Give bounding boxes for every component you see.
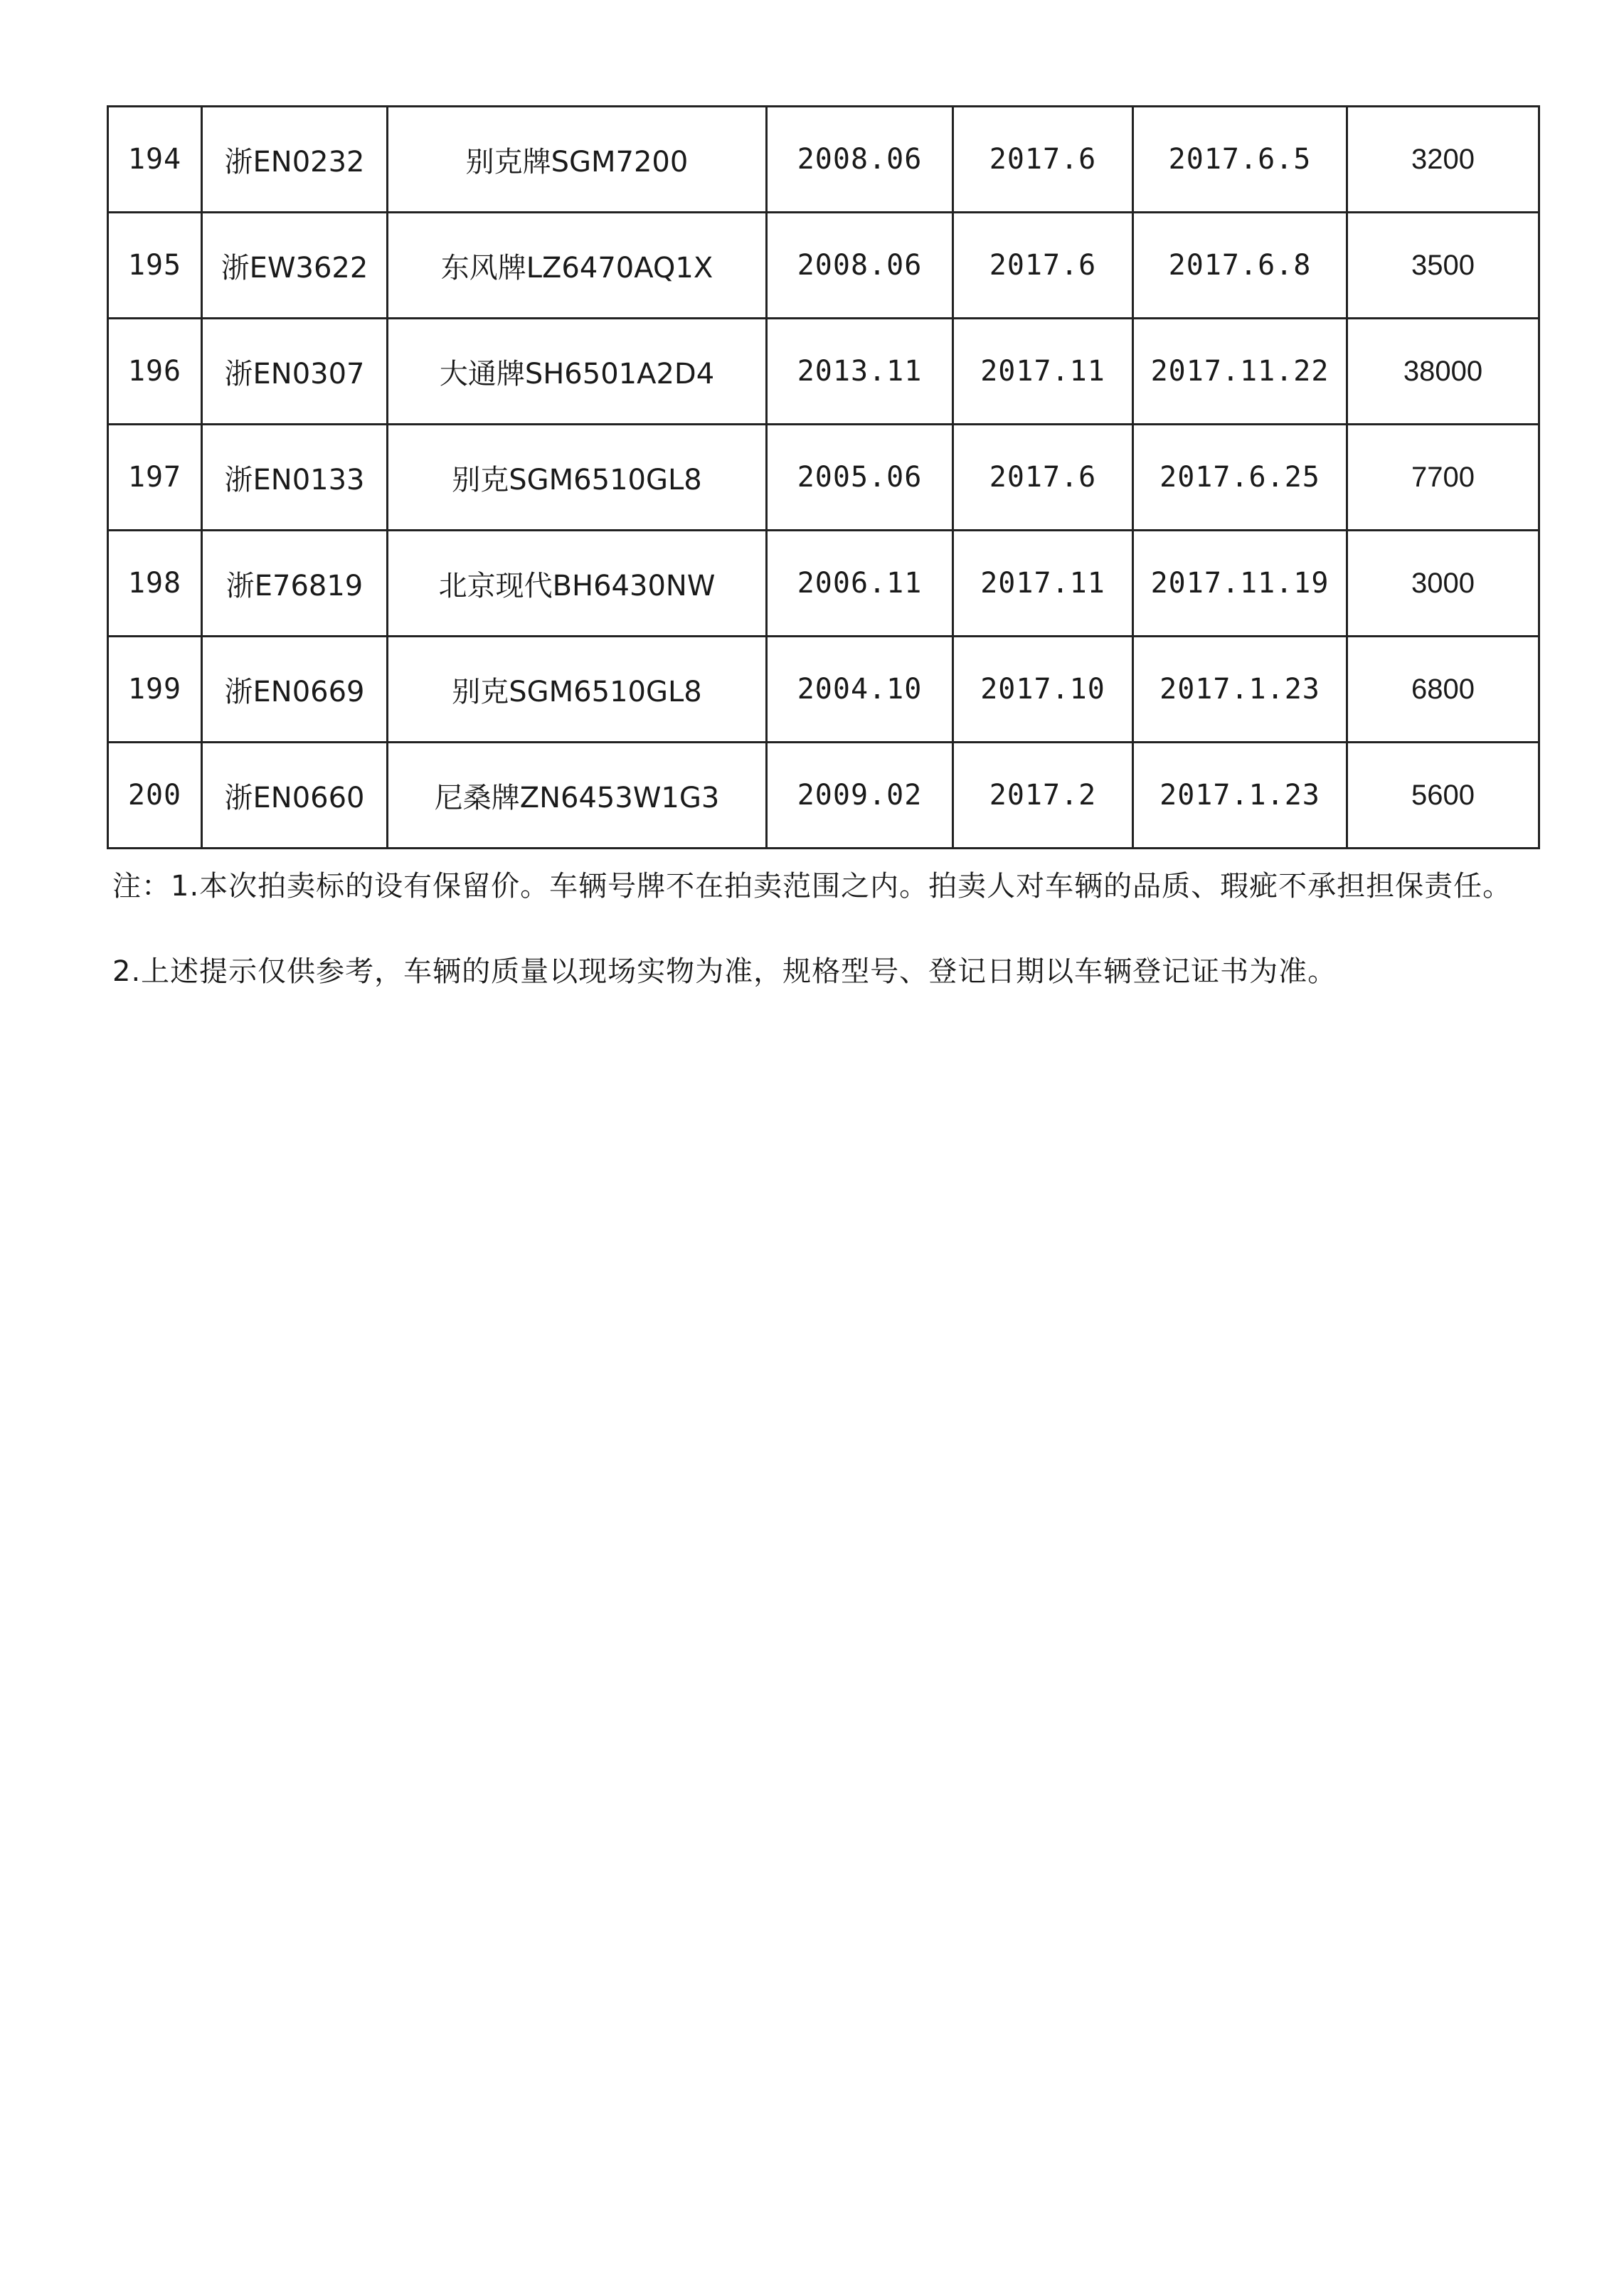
cell-price: 38000: [1347, 319, 1539, 425]
cell-valid-until: 2017.11: [953, 319, 1133, 425]
table-row: [108, 531, 1539, 637]
table-row: [108, 637, 1539, 743]
cell-inspection-date: 2017.6.5: [1133, 107, 1347, 213]
cell-valid-until: 2017.11: [953, 531, 1133, 637]
cell-plate: 浙EN0307: [202, 319, 388, 425]
cell-number: 197: [108, 425, 202, 531]
notes: [112, 864, 1542, 994]
note-2: 2.上述提示仅供参考，车辆的质量以现场实物为准，规格型号、登记日期以车辆登记证书为准。: [112, 955, 1337, 988]
cell-inspection-date: 2017.11.19: [1133, 531, 1347, 637]
cell-price: 3000: [1347, 531, 1539, 637]
cell-number: 198: [108, 531, 202, 637]
cell-price: 6800: [1347, 637, 1539, 743]
cell-registration-date: 2006.11: [767, 531, 953, 637]
cell-price: 3500: [1347, 213, 1539, 319]
note-1: 注：1.本次拍卖标的设有保留价。车辆号牌不在拍卖范围之内。拍卖人对车辆的品质、瑕疵不承担担保责任。: [112, 870, 1512, 903]
cell-number: 195: [108, 213, 202, 319]
cell-inspection-date: 2017.1.23: [1133, 743, 1347, 849]
cell-valid-until: 2017.6: [953, 107, 1133, 213]
cell-valid-until: 2017.10: [953, 637, 1133, 743]
cell-price: 3200: [1347, 107, 1539, 213]
cell-valid-until: 2017.2: [953, 743, 1133, 849]
table-row: [108, 319, 1539, 425]
cell-model: 别克牌SGM7200: [388, 107, 767, 213]
cell-inspection-date: 2017.6.8: [1133, 213, 1347, 319]
cell-price: 5600: [1347, 743, 1539, 849]
cell-plate: 浙E76819: [202, 531, 388, 637]
cell-number: 200: [108, 743, 202, 849]
cell-model: 大通牌SH6501A2D4: [388, 319, 767, 425]
cell-inspection-date: 2017.11.22: [1133, 319, 1347, 425]
cell-model: 尼桑牌ZN6453W1G3: [388, 743, 767, 849]
cell-price: 7700: [1347, 425, 1539, 531]
cell-model: 别克SGM6510GL8: [388, 637, 767, 743]
cell-valid-until: 2017.6: [953, 213, 1133, 319]
vehicle-table: [107, 105, 1540, 849]
cell-plate: 浙EN0660: [202, 743, 388, 849]
cell-model: 北京现代BH6430NW: [388, 531, 767, 637]
table-row: [108, 743, 1539, 849]
cell-model: 别克SGM6510GL8: [388, 425, 767, 531]
cell-model: 东风牌LZ6470AQ1X: [388, 213, 767, 319]
table-row: [108, 425, 1539, 531]
table-row: [108, 107, 1539, 213]
cell-registration-date: 2008.06: [767, 107, 953, 213]
cell-registration-date: 2005.06: [767, 425, 953, 531]
cell-registration-date: 2004.10: [767, 637, 953, 743]
cell-registration-date: 2009.02: [767, 743, 953, 849]
cell-number: 199: [108, 637, 202, 743]
cell-plate: 浙EW3622: [202, 213, 388, 319]
cell-plate: 浙EN0232: [202, 107, 388, 213]
cell-plate: 浙EN0669: [202, 637, 388, 743]
cell-plate: 浙EN0133: [202, 425, 388, 531]
table-row: [108, 213, 1539, 319]
cell-inspection-date: 2017.1.23: [1133, 637, 1347, 743]
cell-valid-until: 2017.6: [953, 425, 1133, 531]
table-body: [108, 107, 1539, 849]
cell-number: 196: [108, 319, 202, 425]
cell-registration-date: 2013.11: [767, 319, 953, 425]
cell-registration-date: 2008.06: [767, 213, 953, 319]
cell-number: 194: [108, 107, 202, 213]
cell-inspection-date: 2017.6.25: [1133, 425, 1347, 531]
